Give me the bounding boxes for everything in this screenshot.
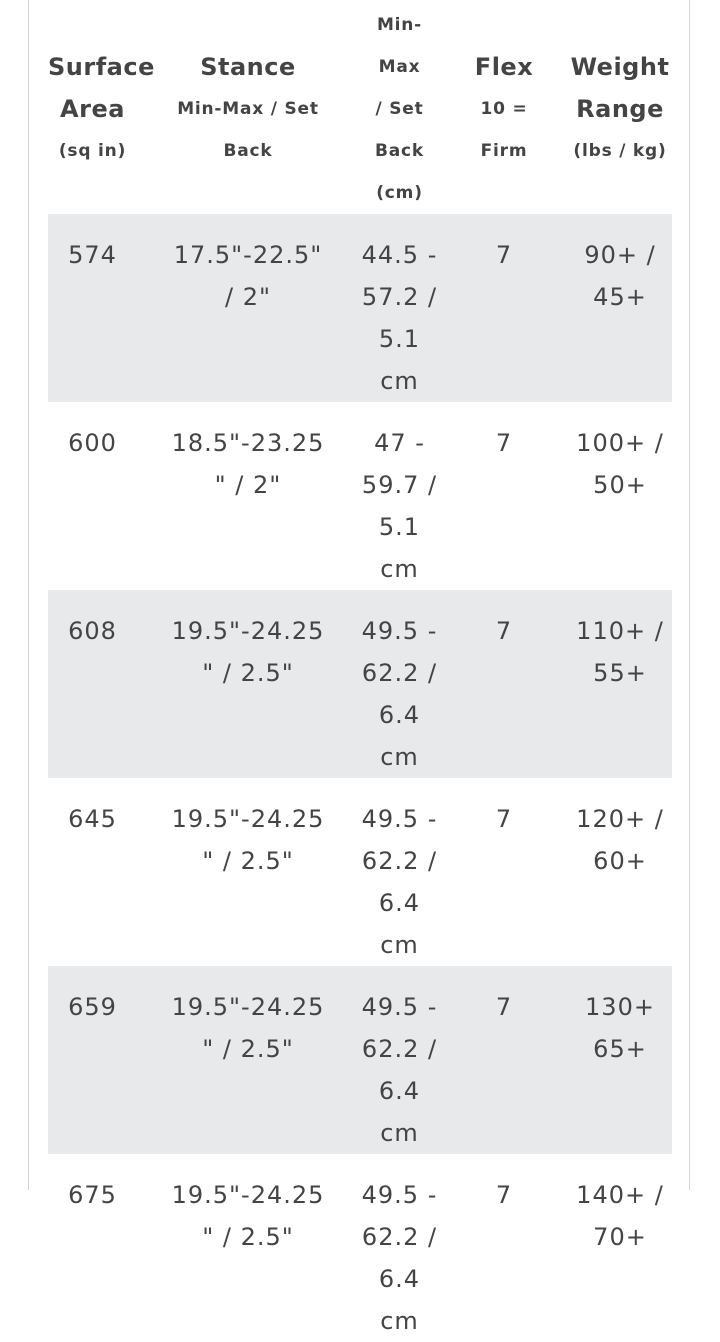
cell-surface-area: 600 <box>68 429 117 457</box>
header-stance-title: Stance <box>200 53 296 81</box>
cell-stance: 19.5"-24.25 " / 2.5" <box>137 966 359 1154</box>
cell-stance-cm: 49.5 - 62.2 / 6.4 cm <box>359 590 440 778</box>
cell-flex: 7 <box>440 966 568 1154</box>
header-flex <box>440 0 568 214</box>
cell-weight-range: 140+ / 70+ <box>576 1181 664 1251</box>
header-surface-area <box>48 0 155 214</box>
cell-weight-range: 120+ / 60+ <box>576 805 664 875</box>
table-row <box>48 778 672 966</box>
header-stance-cm <box>359 0 440 214</box>
cell-surface-area: 675 <box>68 1181 117 1209</box>
cell-stance: 19.5"-24.25 " / 2.5" <box>171 805 325 875</box>
cell-stance-cm: 49.5 - 62.2 / 6.4 cm <box>361 1181 438 1335</box>
header-stance-cm-sub-1: Min-Max <box>376 15 423 77</box>
header-stance-cm-sub-3: Back <box>374 141 424 161</box>
header-stance-sub-1: Min-Max / Set <box>177 99 319 119</box>
table-row <box>48 590 672 778</box>
table-row <box>48 214 672 402</box>
header-flex-sub-1: 10 = <box>480 99 528 119</box>
header-flex-sub-2: Firm <box>480 141 528 161</box>
cell-flex: 7 <box>495 805 513 833</box>
header-stance <box>137 0 359 214</box>
header-stance-cm-sub-4: (cm) <box>376 183 423 203</box>
cell-flex: 7 <box>440 590 568 778</box>
cell-stance: 19.5"-24.25 " / 2.5" <box>137 590 359 778</box>
header-surface-area-title-2: Area <box>60 95 125 123</box>
cell-surface-area: 608 <box>48 590 137 778</box>
cell-flex: 7 <box>495 429 513 457</box>
header-surface-area-title-1: Surface <box>48 53 155 81</box>
cell-stance: 18.5"-23.25 " / 2" <box>171 429 325 499</box>
cell-surface-area: 574 <box>48 214 137 402</box>
cell-weight-range: 130+ 65+ <box>568 966 672 1154</box>
header-stance-sub-2: Back <box>223 141 273 161</box>
cell-flex: 7 <box>440 214 568 402</box>
cell-flex: 7 <box>495 1181 513 1209</box>
header-weight-unit: (lbs / kg) <box>573 141 667 161</box>
table-row <box>48 966 672 1154</box>
cell-weight-range: 110+ / 55+ <box>568 590 672 778</box>
cell-stance-cm: 49.5 - 62.2 / 6.4 cm <box>361 805 438 959</box>
header-flex-title: Flex <box>474 53 534 81</box>
table-row <box>48 402 672 590</box>
cell-stance-cm: 49.5 - 62.2 / 6.4 cm <box>359 966 440 1154</box>
cell-weight-range: 90+ / 45+ <box>568 214 672 402</box>
header-stance-cm-sub-2: / Set <box>375 99 424 119</box>
cell-stance-cm: 44.5 - 57.2 / 5.1 cm <box>359 214 440 402</box>
header-surface-area-unit: (sq in) <box>58 141 127 161</box>
header-weight-title-2: Range <box>576 95 664 123</box>
header-weight-title-1: Weight <box>570 53 670 81</box>
size-chart-table <box>48 0 672 1342</box>
cell-weight-range: 100+ / 50+ <box>576 429 664 499</box>
cell-stance-cm: 47 - 59.7 / 5.1 cm <box>361 429 438 583</box>
cell-stance: 19.5"-24.25 " / 2.5" <box>171 1181 325 1251</box>
table-row <box>48 1154 672 1342</box>
cell-stance: 17.5"-22.5" / 2" <box>137 214 359 402</box>
header-row <box>48 0 672 214</box>
cell-surface-area: 659 <box>48 966 137 1154</box>
header-weight-range <box>568 0 672 214</box>
cell-surface-area: 645 <box>68 805 117 833</box>
